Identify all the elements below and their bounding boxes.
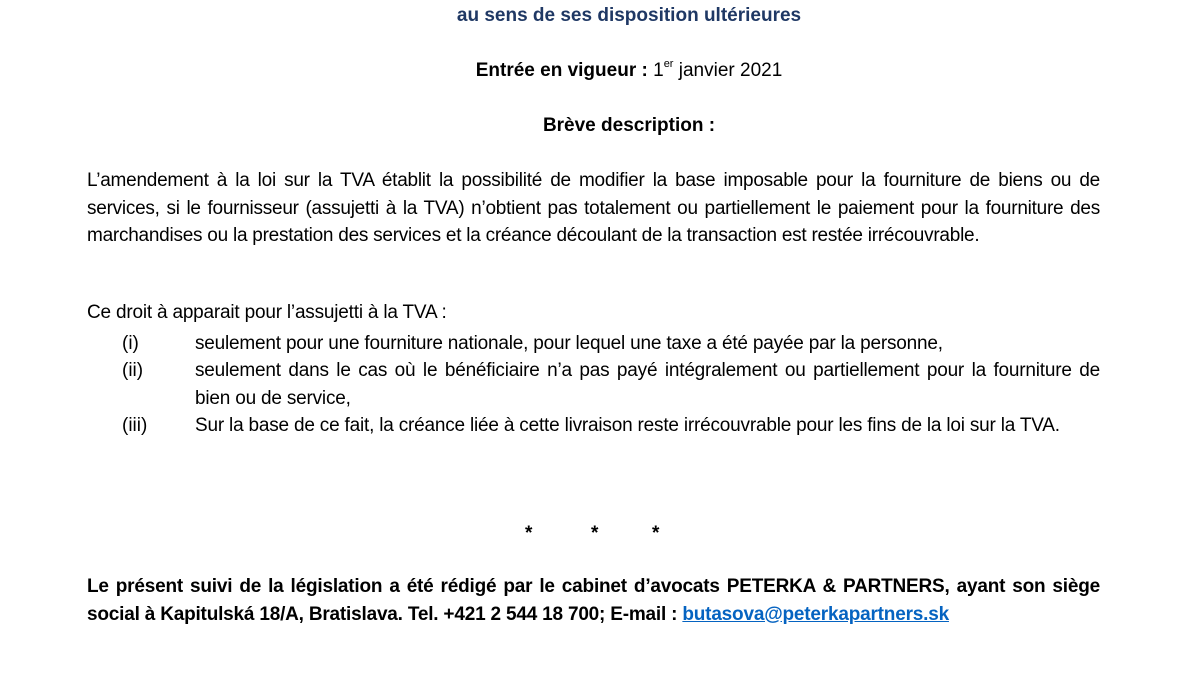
separator-star: * — [652, 523, 660, 544]
list-intro: Ce droit à apparait pour l’assujetti à la TVA : — [87, 302, 447, 323]
list-item-text: seulement dans le cas où le bénéficiaire n’a pas payé intégralement ou partiellement pour la fourniture de bien ou de service, — [195, 360, 1100, 409]
list-item — [122, 412, 1100, 468]
footer-email-link[interactable]: butasova@peterkapartners.sk — [682, 603, 949, 625]
list-item-number: (ii) — [122, 360, 144, 381]
list-item-text: Sur la base de ce fait, la créance liée à cette livraison reste irrécouvrable pour les fins de la loi sur la TVA. — [195, 415, 1060, 436]
effective-date-line — [0, 60, 1200, 82]
list-item — [122, 330, 1100, 358]
list-item-number: (i) — [122, 333, 139, 354]
list-item — [122, 357, 1100, 413]
header-title: au sens de ses disposition ultérieures — [456, 5, 802, 26]
separator-star: * — [525, 523, 533, 544]
effective-date-suffix: er — [663, 58, 674, 70]
list-item-number: (iii) — [122, 415, 148, 436]
effective-date-rest: janvier 2021 — [678, 60, 783, 81]
description-heading: Brève description : — [542, 115, 716, 136]
effective-date-label: Entrée en vigueur : — [475, 60, 648, 81]
list-item-text: seulement pour une fourniture nationale, pour lequel une taxe a été payée par la personne, — [195, 333, 943, 354]
separator-star: * — [591, 523, 599, 544]
effective-date-day: 1 — [653, 60, 664, 81]
footer-note — [87, 573, 1100, 628]
description-paragraph: L’amendement à la loi sur la TVA établit la possibilité de modifier la base imposable pour la fourniture de biens ou de services, si le fournisseur (assujetti à la TVA) n’obtient pas totalement ou partiellement le paiement pour la fourniture des marchandises ou la prestation des services et la créance découlant de la transaction est restée irrécouvrable. — [87, 170, 1100, 246]
footer-text: Le présent suivi de la législation a été rédigé par le cabinet d’avocats PETERKA & PARTNERS, ayant son siège social à Kapitulská 18/A, Bratislava. Tel. +421 2 544 18 700; E-mail : — [87, 576, 1100, 625]
